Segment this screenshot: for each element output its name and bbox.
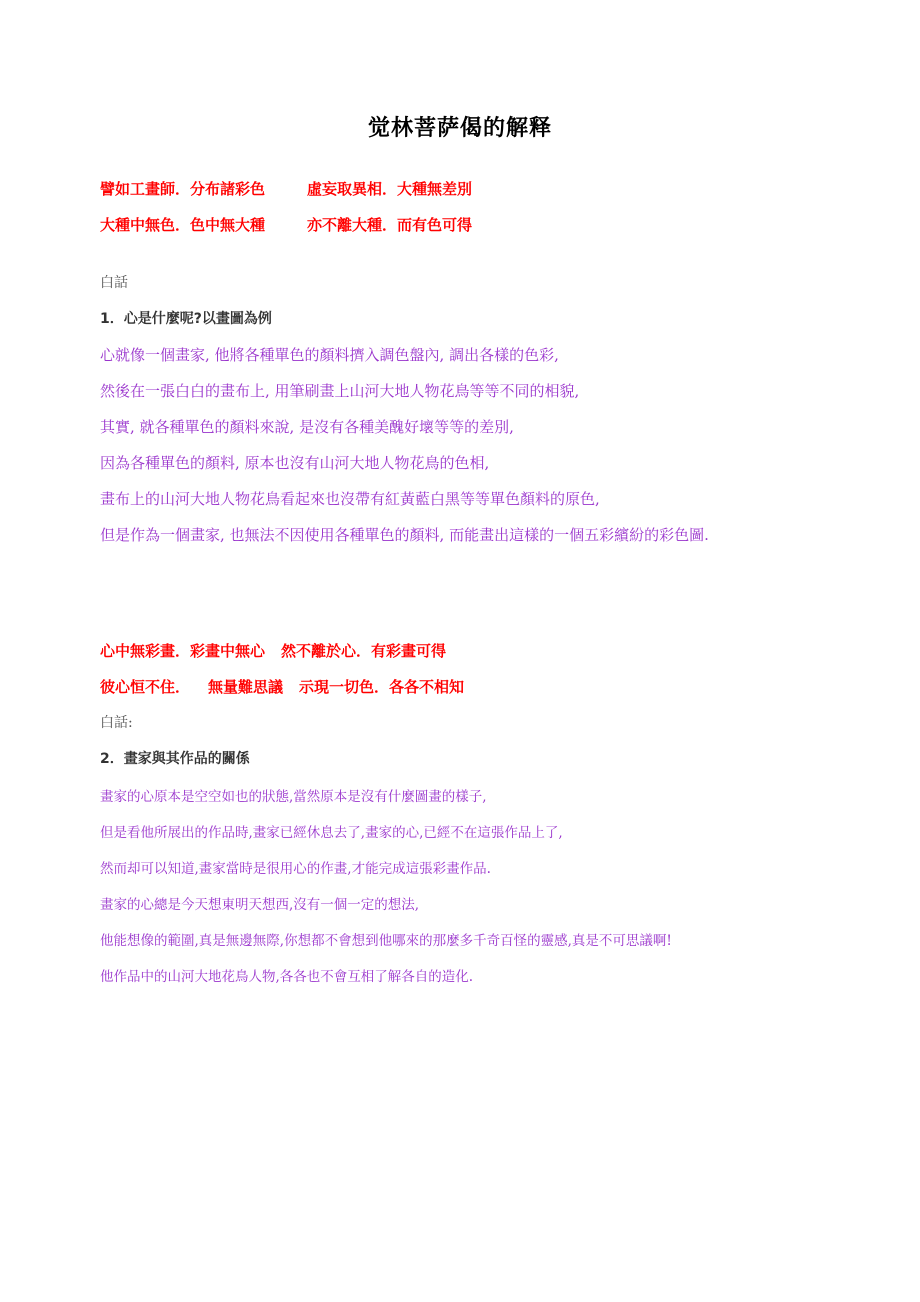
verse-line-4 bbox=[100, 676, 464, 697]
paragraph-line: 但是作為一個畫家, 也無法不因使用各種單色的顏料, 而能畫出這樣的一個五彩繽紛的彩色圖. bbox=[100, 526, 709, 544]
section-heading-1: 1．心是什麼呢?以畫圖為例 bbox=[100, 311, 272, 327]
paragraph-line: 心就像一個畫家, 他將各種單色的顏料擠入調色盤內, 調出各樣的色彩, bbox=[100, 346, 559, 364]
vernacular-label: 白話 bbox=[100, 275, 128, 291]
verse-phrase: 示現一切色．各各不相知 bbox=[299, 678, 465, 696]
verse-phrase: 亦不離大種．而有色可得 bbox=[307, 216, 473, 234]
paragraph-line: 然而却可以知道,畫家當時是很用心的作畫,才能完成這張彩畫作品. bbox=[100, 861, 491, 877]
section-heading-2: 2．畫家與其作品的關係 bbox=[100, 751, 250, 767]
verse-phrase: 然不離於心．有彩畫可得 bbox=[281, 642, 447, 660]
paragraph-line: 因為各種單色的顏料, 原本也沒有山河大地人物花鳥的色相, bbox=[100, 454, 490, 472]
verse-phrase: 虛妄取異相．大種無差別 bbox=[307, 180, 473, 198]
verse-line-2 bbox=[100, 214, 472, 235]
verse-phrase: 無量難思議 bbox=[208, 678, 284, 696]
paragraph-line: 但是看他所展出的作品時,畫家已經休息去了,畫家的心,已經不在這張作品上了, bbox=[100, 825, 563, 841]
paragraph-line: 畫家的心原本是空空如也的狀態,當然原本是沒有什麼圖畫的樣子, bbox=[100, 789, 487, 805]
vernacular-label: 白話: bbox=[100, 715, 133, 731]
document-title: 觉林菩萨偈的解释 bbox=[367, 115, 552, 141]
paragraph-line: 畫布上的山河大地人物花鳥看起來也沒帶有紅黃藍白黑等等單色顏料的原色, bbox=[100, 490, 600, 508]
paragraph-line: 他作品中的山河大地花鳥人物,各各也不會互相了解各自的造化. bbox=[100, 969, 474, 985]
paragraph-line: 他能想像的範圍,真是無邊無際,你想都不會想到他哪來的那麼多千奇百怪的靈感,真是不可思議啊! bbox=[100, 933, 672, 949]
paragraph-line: 然後在一張白白的畫布上, 用筆刷畫上山河大地人物花鳥等等不同的相貌, bbox=[100, 382, 580, 400]
verse-phrase: 大種中無色．色中無大種 bbox=[100, 216, 266, 234]
verse-phrase: 譬如工畫師．分布諸彩色 bbox=[100, 180, 266, 198]
paragraph-line: 其實, 就各種單色的顏料來說, 是沒有各種美醜好壞等等的差別, bbox=[100, 418, 514, 436]
verse-line-1 bbox=[100, 178, 472, 199]
verse-phrase: 彼心恒不住． bbox=[100, 678, 191, 696]
paragraph-line: 畫家的心總是今天想東明天想西,沒有一個一定的想法, bbox=[100, 897, 420, 913]
verse-line-3 bbox=[100, 640, 446, 661]
verse-phrase: 心中無彩畫．彩畫中無心 bbox=[100, 642, 266, 660]
